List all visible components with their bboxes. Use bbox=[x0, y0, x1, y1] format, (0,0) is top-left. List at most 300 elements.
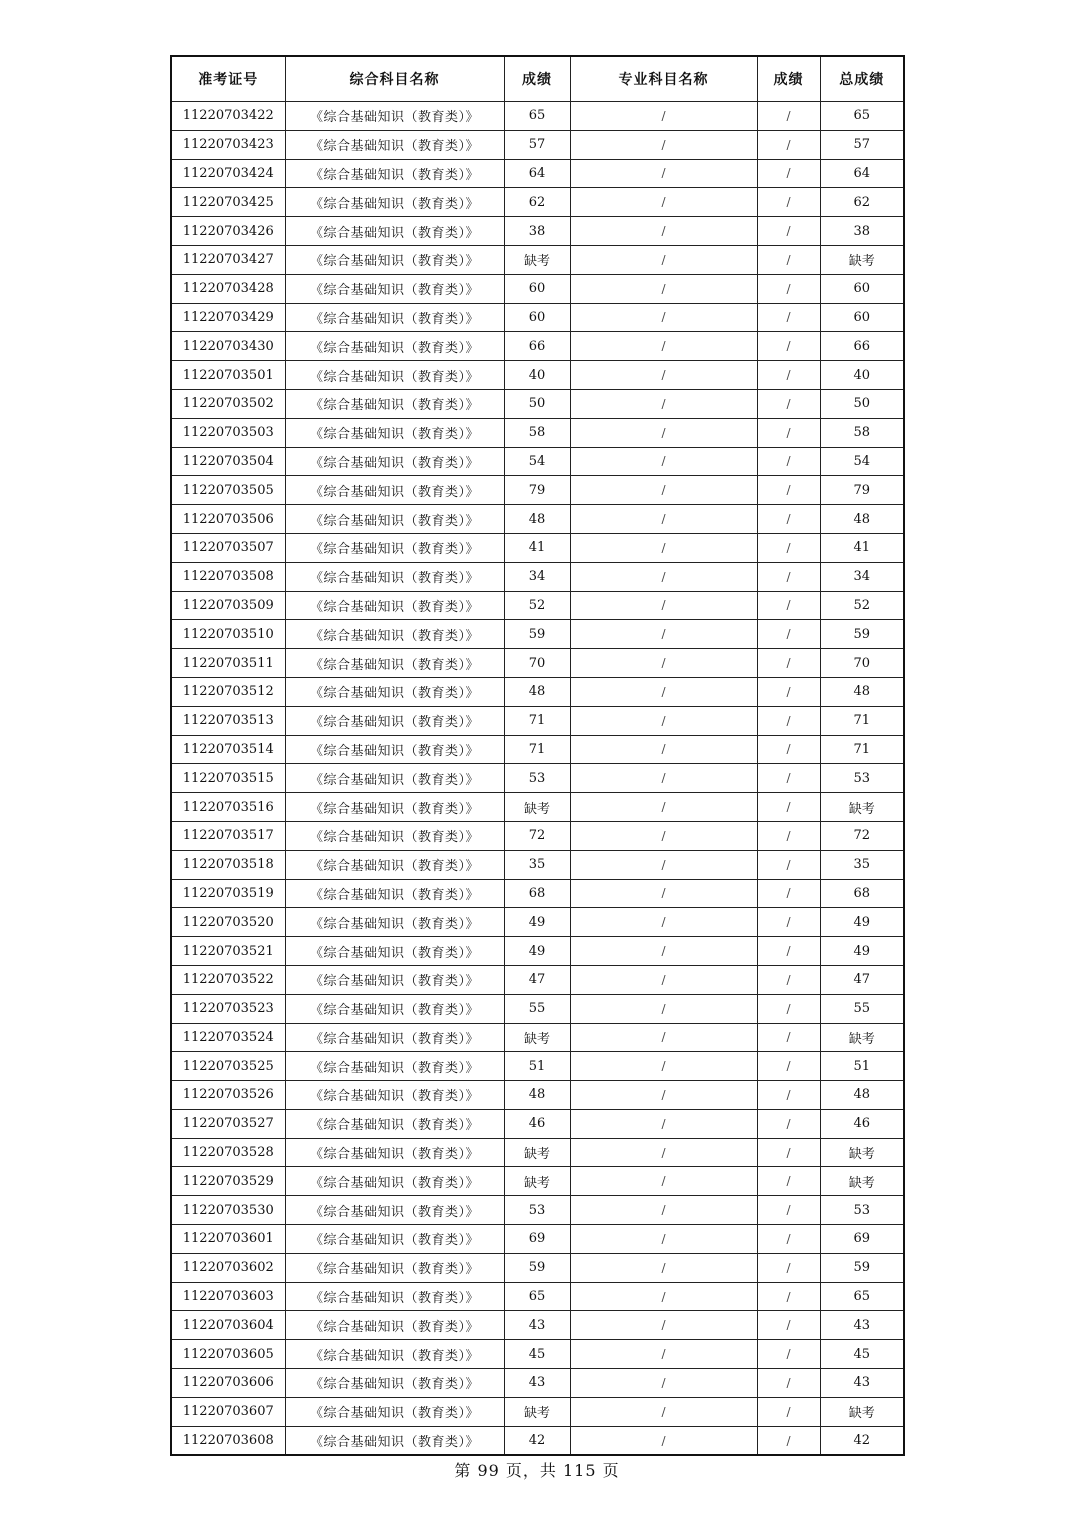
table-row bbox=[171, 793, 904, 822]
major-subject-cell: / bbox=[570, 1369, 757, 1398]
major-score-cell: / bbox=[757, 937, 820, 966]
general-subject-cell: 《综合基础知识（教育类）》 bbox=[285, 1311, 504, 1340]
exam-id-cell: 11220703519 bbox=[171, 879, 285, 908]
major-score-cell: / bbox=[757, 389, 820, 418]
general-subject-cell: 《综合基础知识（教育类）》 bbox=[285, 245, 504, 274]
table-row bbox=[171, 994, 904, 1023]
page-number: 第 99 页，共 115 页 bbox=[454, 1461, 620, 1480]
exam-id-cell: 11220703426 bbox=[171, 217, 285, 246]
total-score-cell: 59 bbox=[820, 1253, 904, 1282]
major-score-cell: / bbox=[757, 159, 820, 188]
exam-id-cell: 11220703517 bbox=[171, 821, 285, 850]
total-score-cell: 66 bbox=[820, 332, 904, 361]
major-score-cell: / bbox=[757, 994, 820, 1023]
total-score-cell: 64 bbox=[820, 159, 904, 188]
major-score-cell: / bbox=[757, 1167, 820, 1196]
major-subject-cell: / bbox=[570, 1397, 757, 1426]
exam-id-cell: 11220703513 bbox=[171, 706, 285, 735]
table-row bbox=[171, 188, 904, 217]
header-general-score: 成绩 bbox=[504, 56, 570, 102]
general-score-cell: 62 bbox=[504, 188, 570, 217]
general-score-cell: 46 bbox=[504, 1109, 570, 1138]
general-subject-cell: 《综合基础知识（教育类）》 bbox=[285, 102, 504, 131]
major-score-cell: / bbox=[757, 1253, 820, 1282]
general-subject-cell: 《综合基础知识（教育类）》 bbox=[285, 793, 504, 822]
total-score-cell: 46 bbox=[820, 1109, 904, 1138]
major-subject-cell: / bbox=[570, 821, 757, 850]
major-score-cell: / bbox=[757, 217, 820, 246]
exam-id-cell: 11220703506 bbox=[171, 505, 285, 534]
major-score-cell: / bbox=[757, 130, 820, 159]
general-score-cell: 71 bbox=[504, 735, 570, 764]
major-subject-cell: / bbox=[570, 274, 757, 303]
general-subject-cell: 《综合基础知识（教育类）》 bbox=[285, 303, 504, 332]
major-score-cell: / bbox=[757, 821, 820, 850]
total-score-cell: 60 bbox=[820, 274, 904, 303]
general-subject-cell: 《综合基础知识（教育类）》 bbox=[285, 533, 504, 562]
table-row bbox=[171, 677, 904, 706]
major-score-cell: / bbox=[757, 1282, 820, 1311]
header-row bbox=[171, 56, 904, 102]
general-score-cell: 缺考 bbox=[504, 1397, 570, 1426]
major-subject-cell: / bbox=[570, 1167, 757, 1196]
exam-id-cell: 11220703422 bbox=[171, 102, 285, 131]
total-score-cell: 59 bbox=[820, 620, 904, 649]
major-score-cell: / bbox=[757, 735, 820, 764]
major-subject-cell: / bbox=[570, 620, 757, 649]
general-subject-cell: 《综合基础知识（教育类）》 bbox=[285, 821, 504, 850]
exam-id-cell: 11220703512 bbox=[171, 677, 285, 706]
major-score-cell: / bbox=[757, 361, 820, 390]
exam-id-cell: 11220703520 bbox=[171, 908, 285, 937]
major-score-cell: / bbox=[757, 1138, 820, 1167]
exam-id-cell: 11220703509 bbox=[171, 591, 285, 620]
table-row bbox=[171, 245, 904, 274]
general-score-cell: 43 bbox=[504, 1311, 570, 1340]
exam-id-cell: 11220703427 bbox=[171, 245, 285, 274]
total-score-cell: 71 bbox=[820, 735, 904, 764]
total-score-cell: 47 bbox=[820, 965, 904, 994]
total-score-cell: 48 bbox=[820, 1081, 904, 1110]
score-table bbox=[170, 55, 905, 1456]
general-score-cell: 49 bbox=[504, 908, 570, 937]
major-score-cell: / bbox=[757, 1052, 820, 1081]
exam-id-cell: 11220703515 bbox=[171, 764, 285, 793]
total-score-cell: 45 bbox=[820, 1340, 904, 1369]
total-score-cell: 49 bbox=[820, 937, 904, 966]
general-score-cell: 55 bbox=[504, 994, 570, 1023]
general-subject-cell: 《综合基础知识（教育类）》 bbox=[285, 908, 504, 937]
general-score-cell: 60 bbox=[504, 303, 570, 332]
general-score-cell: 50 bbox=[504, 389, 570, 418]
general-score-cell: 66 bbox=[504, 332, 570, 361]
general-subject-cell: 《综合基础知识（教育类）》 bbox=[285, 649, 504, 678]
major-subject-cell: / bbox=[570, 217, 757, 246]
table-row bbox=[171, 649, 904, 678]
general-subject-cell: 《综合基础知识（教育类）》 bbox=[285, 620, 504, 649]
major-subject-cell: / bbox=[570, 1311, 757, 1340]
total-score-cell: 62 bbox=[820, 188, 904, 217]
exam-id-cell: 11220703608 bbox=[171, 1426, 285, 1455]
general-subject-cell: 《综合基础知识（教育类）》 bbox=[285, 217, 504, 246]
table-row bbox=[171, 1369, 904, 1398]
general-subject-cell: 《综合基础知识（教育类）》 bbox=[285, 937, 504, 966]
table-row bbox=[171, 562, 904, 591]
total-score-cell: 42 bbox=[820, 1426, 904, 1455]
general-subject-cell: 《综合基础知识（教育类）》 bbox=[285, 1282, 504, 1311]
general-score-cell: 47 bbox=[504, 965, 570, 994]
major-subject-cell: / bbox=[570, 389, 757, 418]
total-score-cell: 65 bbox=[820, 102, 904, 131]
exam-id-cell: 11220703522 bbox=[171, 965, 285, 994]
exam-id-cell: 11220703530 bbox=[171, 1196, 285, 1225]
general-subject-cell: 《综合基础知识（教育类）》 bbox=[285, 1340, 504, 1369]
total-score-cell: 41 bbox=[820, 533, 904, 562]
table-row bbox=[171, 1253, 904, 1282]
table-row bbox=[171, 1081, 904, 1110]
total-score-cell: 50 bbox=[820, 389, 904, 418]
major-score-cell: / bbox=[757, 447, 820, 476]
general-score-cell: 缺考 bbox=[504, 1023, 570, 1052]
total-score-cell: 65 bbox=[820, 1282, 904, 1311]
general-subject-cell: 《综合基础知识（教育类）》 bbox=[285, 361, 504, 390]
general-score-cell: 缺考 bbox=[504, 1138, 570, 1167]
general-score-cell: 49 bbox=[504, 937, 570, 966]
major-subject-cell: / bbox=[570, 1052, 757, 1081]
major-subject-cell: / bbox=[570, 1253, 757, 1282]
major-score-cell: / bbox=[757, 418, 820, 447]
major-subject-cell: / bbox=[570, 562, 757, 591]
general-subject-cell: 《综合基础知识（教育类）》 bbox=[285, 1253, 504, 1282]
total-score-cell: 缺考 bbox=[820, 1397, 904, 1426]
exam-id-cell: 11220703606 bbox=[171, 1369, 285, 1398]
total-score-cell: 48 bbox=[820, 505, 904, 534]
table-row bbox=[171, 303, 904, 332]
table-row bbox=[171, 1138, 904, 1167]
exam-id-cell: 11220703429 bbox=[171, 303, 285, 332]
table-row bbox=[171, 1196, 904, 1225]
general-score-cell: 48 bbox=[504, 677, 570, 706]
major-subject-cell: / bbox=[570, 591, 757, 620]
major-subject-cell: / bbox=[570, 735, 757, 764]
major-score-cell: / bbox=[757, 102, 820, 131]
general-subject-cell: 《综合基础知识（教育类）》 bbox=[285, 505, 504, 534]
table-row bbox=[171, 217, 904, 246]
general-subject-cell: 《综合基础知识（教育类）》 bbox=[285, 1138, 504, 1167]
major-subject-cell: / bbox=[570, 1225, 757, 1254]
total-score-cell: 79 bbox=[820, 476, 904, 505]
header-major-subject: 专业科目名称 bbox=[570, 56, 757, 102]
general-subject-cell: 《综合基础知识（教育类）》 bbox=[285, 850, 504, 879]
general-subject-cell: 《综合基础知识（教育类）》 bbox=[285, 159, 504, 188]
exam-id-cell: 11220703523 bbox=[171, 994, 285, 1023]
exam-id-cell: 11220703604 bbox=[171, 1311, 285, 1340]
exam-id-cell: 11220703510 bbox=[171, 620, 285, 649]
major-score-cell: / bbox=[757, 476, 820, 505]
general-subject-cell: 《综合基础知识（教育类）》 bbox=[285, 1196, 504, 1225]
table-row bbox=[171, 620, 904, 649]
major-score-cell: / bbox=[757, 533, 820, 562]
major-score-cell: / bbox=[757, 274, 820, 303]
header-major-score: 成绩 bbox=[757, 56, 820, 102]
general-subject-cell: 《综合基础知识（教育类）》 bbox=[285, 389, 504, 418]
general-subject-cell: 《综合基础知识（教育类）》 bbox=[285, 1426, 504, 1455]
major-subject-cell: / bbox=[570, 965, 757, 994]
general-subject-cell: 《综合基础知识（教育类）》 bbox=[285, 1109, 504, 1138]
general-subject-cell: 《综合基础知识（教育类）》 bbox=[285, 965, 504, 994]
total-score-cell: 69 bbox=[820, 1225, 904, 1254]
general-subject-cell: 《综合基础知识（教育类）》 bbox=[285, 1023, 504, 1052]
header-exam-id: 准考证号 bbox=[171, 56, 285, 102]
total-score-cell: 68 bbox=[820, 879, 904, 908]
general-subject-cell: 《综合基础知识（教育类）》 bbox=[285, 1397, 504, 1426]
table-row bbox=[171, 1109, 904, 1138]
general-score-cell: 53 bbox=[504, 1196, 570, 1225]
header-total-score: 总成绩 bbox=[820, 56, 904, 102]
major-subject-cell: / bbox=[570, 994, 757, 1023]
total-score-cell: 53 bbox=[820, 1196, 904, 1225]
general-subject-cell: 《综合基础知识（教育类）》 bbox=[285, 188, 504, 217]
total-score-cell: 57 bbox=[820, 130, 904, 159]
table-row bbox=[171, 1225, 904, 1254]
general-score-cell: 41 bbox=[504, 533, 570, 562]
general-score-cell: 70 bbox=[504, 649, 570, 678]
major-subject-cell: / bbox=[570, 1138, 757, 1167]
general-score-cell: 43 bbox=[504, 1369, 570, 1398]
total-score-cell: 34 bbox=[820, 562, 904, 591]
general-score-cell: 65 bbox=[504, 1282, 570, 1311]
table-row bbox=[171, 1397, 904, 1426]
general-score-cell: 69 bbox=[504, 1225, 570, 1254]
major-subject-cell: / bbox=[570, 649, 757, 678]
total-score-cell: 71 bbox=[820, 706, 904, 735]
general-score-cell: 71 bbox=[504, 706, 570, 735]
table-row bbox=[171, 1167, 904, 1196]
general-subject-cell: 《综合基础知识（教育类）》 bbox=[285, 476, 504, 505]
total-score-cell: 35 bbox=[820, 850, 904, 879]
total-score-cell: 38 bbox=[820, 217, 904, 246]
table-row bbox=[171, 130, 904, 159]
general-score-cell: 54 bbox=[504, 447, 570, 476]
score-sheet bbox=[170, 55, 903, 1456]
major-subject-cell: / bbox=[570, 447, 757, 476]
general-subject-cell: 《综合基础知识（教育类）》 bbox=[285, 1081, 504, 1110]
total-score-cell: 43 bbox=[820, 1311, 904, 1340]
general-subject-cell: 《综合基础知识（教育类）》 bbox=[285, 562, 504, 591]
total-score-cell: 53 bbox=[820, 764, 904, 793]
major-score-cell: / bbox=[757, 793, 820, 822]
exam-id-cell: 11220703425 bbox=[171, 188, 285, 217]
major-subject-cell: / bbox=[570, 764, 757, 793]
major-score-cell: / bbox=[757, 303, 820, 332]
table-row bbox=[171, 1340, 904, 1369]
exam-id-cell: 11220703508 bbox=[171, 562, 285, 591]
exam-id-cell: 11220703605 bbox=[171, 1340, 285, 1369]
exam-id-cell: 11220703511 bbox=[171, 649, 285, 678]
major-score-cell: / bbox=[757, 245, 820, 274]
general-subject-cell: 《综合基础知识（教育类）》 bbox=[285, 1167, 504, 1196]
exam-id-cell: 11220703423 bbox=[171, 130, 285, 159]
table-row bbox=[171, 505, 904, 534]
major-subject-cell: / bbox=[570, 879, 757, 908]
general-subject-cell: 《综合基础知识（教育类）》 bbox=[285, 994, 504, 1023]
major-score-cell: / bbox=[757, 562, 820, 591]
header-general-subject: 综合科目名称 bbox=[285, 56, 504, 102]
general-score-cell: 40 bbox=[504, 361, 570, 390]
total-score-cell: 58 bbox=[820, 418, 904, 447]
major-subject-cell: / bbox=[570, 1196, 757, 1225]
table-row bbox=[171, 332, 904, 361]
table-row bbox=[171, 850, 904, 879]
general-score-cell: 38 bbox=[504, 217, 570, 246]
major-subject-cell: / bbox=[570, 1340, 757, 1369]
exam-id-cell: 11220703428 bbox=[171, 274, 285, 303]
table-row bbox=[171, 533, 904, 562]
major-subject-cell: / bbox=[570, 706, 757, 735]
exam-id-cell: 11220703603 bbox=[171, 1282, 285, 1311]
exam-id-cell: 11220703601 bbox=[171, 1225, 285, 1254]
general-subject-cell: 《综合基础知识（教育类）》 bbox=[285, 1225, 504, 1254]
major-subject-cell: / bbox=[570, 361, 757, 390]
table-row bbox=[171, 879, 904, 908]
general-score-cell: 42 bbox=[504, 1426, 570, 1455]
exam-id-cell: 11220703505 bbox=[171, 476, 285, 505]
major-subject-cell: / bbox=[570, 1109, 757, 1138]
major-score-cell: / bbox=[757, 591, 820, 620]
major-subject-cell: / bbox=[570, 677, 757, 706]
total-score-cell: 70 bbox=[820, 649, 904, 678]
major-subject-cell: / bbox=[570, 937, 757, 966]
general-subject-cell: 《综合基础知识（教育类）》 bbox=[285, 1052, 504, 1081]
total-score-cell: 缺考 bbox=[820, 1167, 904, 1196]
major-score-cell: / bbox=[757, 1109, 820, 1138]
general-score-cell: 缺考 bbox=[504, 793, 570, 822]
table-row bbox=[171, 361, 904, 390]
exam-id-cell: 11220703525 bbox=[171, 1052, 285, 1081]
general-score-cell: 45 bbox=[504, 1340, 570, 1369]
major-score-cell: / bbox=[757, 1397, 820, 1426]
general-score-cell: 34 bbox=[504, 562, 570, 591]
general-subject-cell: 《综合基础知识（教育类）》 bbox=[285, 332, 504, 361]
table-row bbox=[171, 389, 904, 418]
table-row bbox=[171, 102, 904, 131]
major-subject-cell: / bbox=[570, 1081, 757, 1110]
major-score-cell: / bbox=[757, 1369, 820, 1398]
major-score-cell: / bbox=[757, 1225, 820, 1254]
general-subject-cell: 《综合基础知识（教育类）》 bbox=[285, 677, 504, 706]
major-score-cell: / bbox=[757, 1023, 820, 1052]
major-score-cell: / bbox=[757, 1081, 820, 1110]
total-score-cell: 缺考 bbox=[820, 1023, 904, 1052]
major-subject-cell: / bbox=[570, 102, 757, 131]
total-score-cell: 40 bbox=[820, 361, 904, 390]
major-subject-cell: / bbox=[570, 1023, 757, 1052]
table-row bbox=[171, 1282, 904, 1311]
major-subject-cell: / bbox=[570, 1426, 757, 1455]
exam-id-cell: 11220703526 bbox=[171, 1081, 285, 1110]
total-score-cell: 缺考 bbox=[820, 1138, 904, 1167]
general-subject-cell: 《综合基础知识（教育类）》 bbox=[285, 418, 504, 447]
total-score-cell: 51 bbox=[820, 1052, 904, 1081]
general-score-cell: 缺考 bbox=[504, 245, 570, 274]
general-score-cell: 48 bbox=[504, 1081, 570, 1110]
exam-id-cell: 11220703503 bbox=[171, 418, 285, 447]
table-row bbox=[171, 908, 904, 937]
table-row bbox=[171, 1052, 904, 1081]
major-subject-cell: / bbox=[570, 533, 757, 562]
general-subject-cell: 《综合基础知识（教育类）》 bbox=[285, 447, 504, 476]
major-subject-cell: / bbox=[570, 418, 757, 447]
major-score-cell: / bbox=[757, 677, 820, 706]
general-score-cell: 缺考 bbox=[504, 1167, 570, 1196]
major-score-cell: / bbox=[757, 505, 820, 534]
table-row bbox=[171, 476, 904, 505]
table-row bbox=[171, 159, 904, 188]
major-subject-cell: / bbox=[570, 908, 757, 937]
table-row bbox=[171, 735, 904, 764]
exam-id-cell: 11220703521 bbox=[171, 937, 285, 966]
table-row bbox=[171, 447, 904, 476]
table-row bbox=[171, 937, 904, 966]
major-subject-cell: / bbox=[570, 130, 757, 159]
exam-id-cell: 11220703516 bbox=[171, 793, 285, 822]
major-score-cell: / bbox=[757, 879, 820, 908]
general-score-cell: 35 bbox=[504, 850, 570, 879]
general-score-cell: 64 bbox=[504, 159, 570, 188]
major-subject-cell: / bbox=[570, 793, 757, 822]
major-score-cell: / bbox=[757, 1426, 820, 1455]
table-row bbox=[171, 821, 904, 850]
exam-id-cell: 11220703514 bbox=[171, 735, 285, 764]
general-score-cell: 59 bbox=[504, 1253, 570, 1282]
table-row bbox=[171, 1023, 904, 1052]
table-row bbox=[171, 764, 904, 793]
major-score-cell: / bbox=[757, 908, 820, 937]
general-subject-cell: 《综合基础知识（教育类）》 bbox=[285, 735, 504, 764]
table-row bbox=[171, 1311, 904, 1340]
exam-id-cell: 11220703501 bbox=[171, 361, 285, 390]
general-score-cell: 48 bbox=[504, 505, 570, 534]
general-score-cell: 53 bbox=[504, 764, 570, 793]
general-subject-cell: 《综合基础知识（教育类）》 bbox=[285, 706, 504, 735]
general-score-cell: 59 bbox=[504, 620, 570, 649]
major-score-cell: / bbox=[757, 620, 820, 649]
exam-id-cell: 11220703528 bbox=[171, 1138, 285, 1167]
major-subject-cell: / bbox=[570, 188, 757, 217]
table-row bbox=[171, 706, 904, 735]
major-score-cell: / bbox=[757, 1196, 820, 1225]
major-score-cell: / bbox=[757, 965, 820, 994]
general-subject-cell: 《综合基础知识（教育类）》 bbox=[285, 130, 504, 159]
general-score-cell: 58 bbox=[504, 418, 570, 447]
general-score-cell: 52 bbox=[504, 591, 570, 620]
exam-id-cell: 11220703607 bbox=[171, 1397, 285, 1426]
major-score-cell: / bbox=[757, 332, 820, 361]
total-score-cell: 52 bbox=[820, 591, 904, 620]
major-score-cell: / bbox=[757, 188, 820, 217]
exam-id-cell: 11220703430 bbox=[171, 332, 285, 361]
major-score-cell: / bbox=[757, 764, 820, 793]
table-row bbox=[171, 418, 904, 447]
general-score-cell: 79 bbox=[504, 476, 570, 505]
general-subject-cell: 《综合基础知识（教育类）》 bbox=[285, 274, 504, 303]
major-subject-cell: / bbox=[570, 1282, 757, 1311]
exam-id-cell: 11220703529 bbox=[171, 1167, 285, 1196]
general-subject-cell: 《综合基础知识（教育类）》 bbox=[285, 591, 504, 620]
total-score-cell: 49 bbox=[820, 908, 904, 937]
total-score-cell: 48 bbox=[820, 677, 904, 706]
major-subject-cell: / bbox=[570, 159, 757, 188]
